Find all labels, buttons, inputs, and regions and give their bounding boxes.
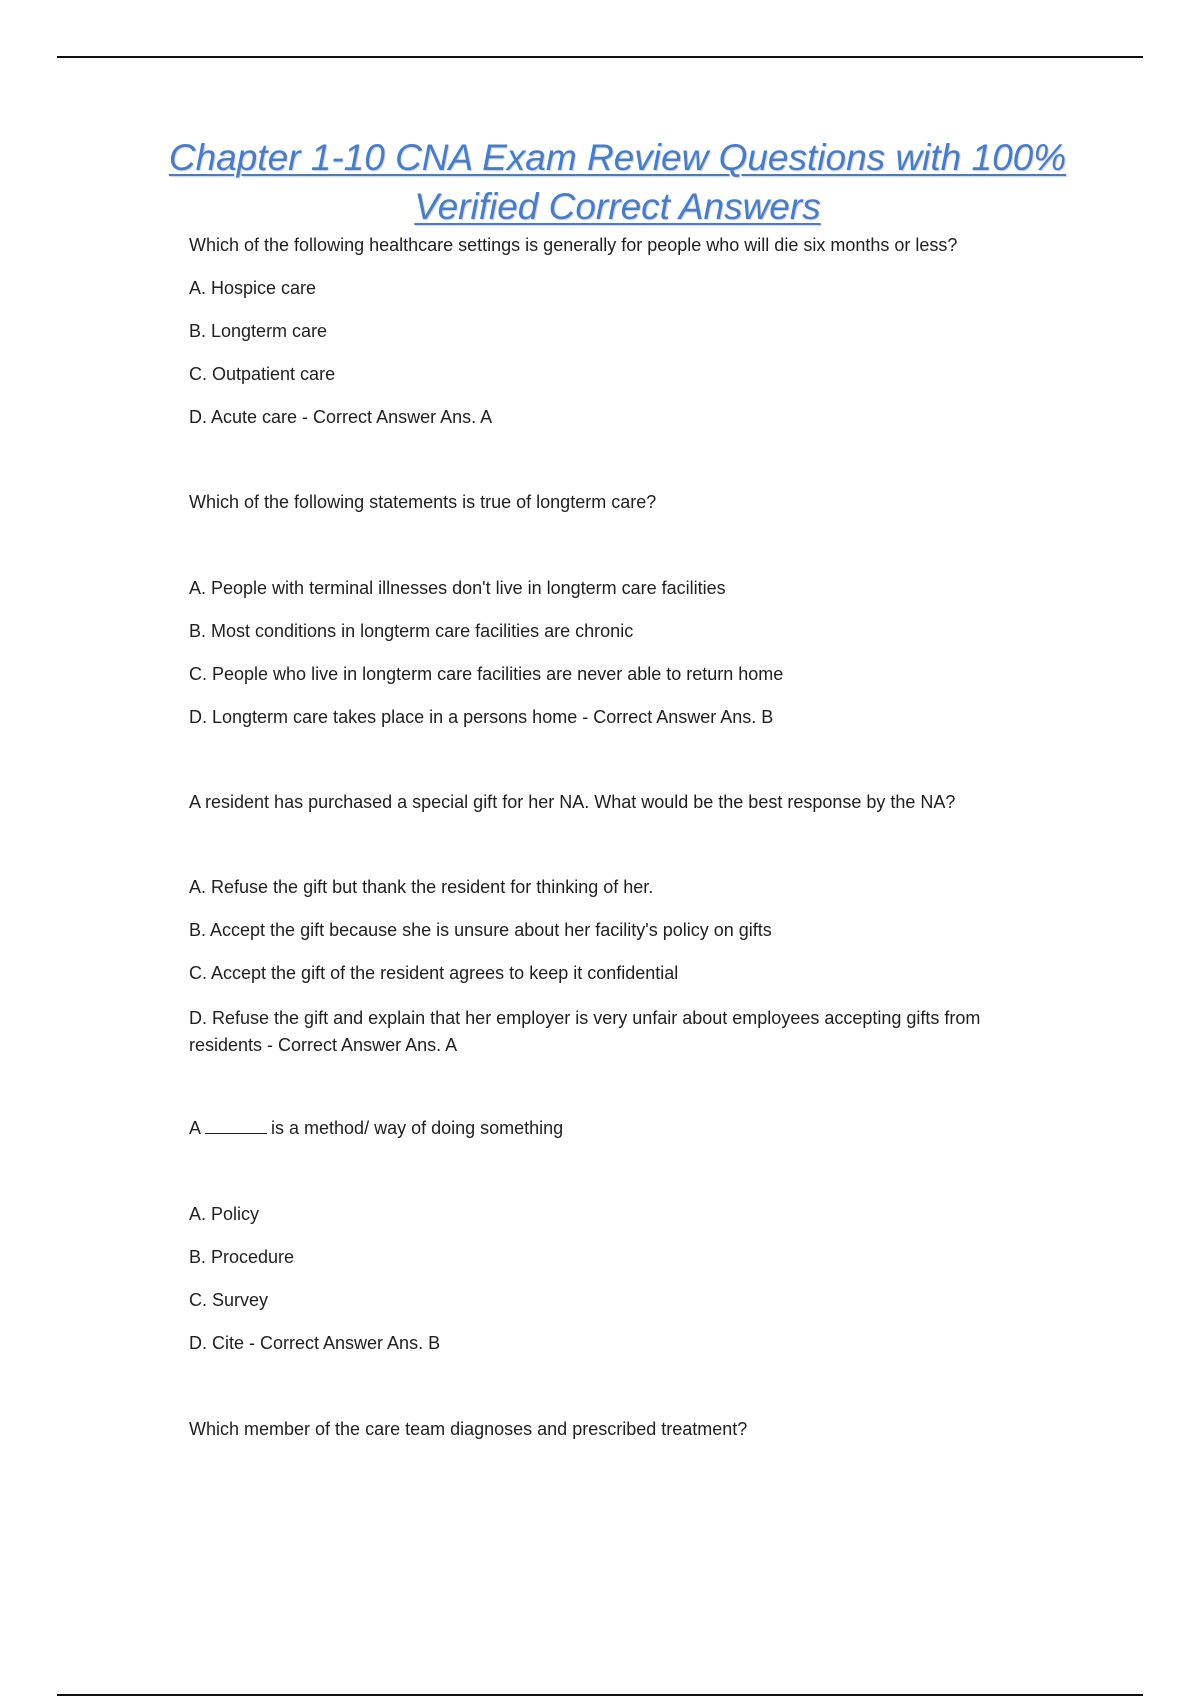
question-4-option-b: B. Procedure — [189, 1247, 295, 1267]
question-2-option-a: A. People with terminal illnesses don't live in longterm care facilities — [189, 578, 726, 598]
question-4-option-a: A. Policy — [189, 1204, 260, 1224]
question-1-option-d: D. Acute care - Correct Answer Ans. A — [189, 407, 493, 427]
question-1-option-b: B. Longterm care — [189, 321, 328, 341]
question-5-text: Which member of the care team diagnoses and prescribed treatment? — [189, 1419, 748, 1439]
question-2-option-c: C. People who live in longterm care facilities are never able to return home — [189, 664, 784, 684]
question-4-option-d: D. Cite - Correct Answer Ans. B — [189, 1333, 441, 1353]
question-2-option-b: B. Most conditions in longterm care facilities are chronic — [189, 621, 634, 641]
document-title: Chapter 1-10 CNA Exam Review Questions with 100% Verified Correct Answers — [168, 137, 1067, 227]
question-1-option-a: A. Hospice care — [189, 278, 317, 298]
bottom-rule — [57, 1694, 1143, 1696]
question-3-option-c: C. Accept the gift of the resident agrees to keep it confidential — [189, 963, 679, 983]
question-2-option-d: D. Longterm care takes place in a persons home - Correct Answer Ans. B — [189, 707, 774, 727]
question-3-text: A resident has purchased a special gift for her NA. What would be the best response by the NA? — [189, 792, 956, 812]
question-4-text-start: A — [189, 1118, 202, 1138]
question-1-text: Which of the following healthcare settings is generally for people who will die six months or less? — [189, 235, 958, 255]
question-4-text-end: is a method/ way of doing something — [271, 1118, 564, 1138]
fill-in-blank — [205, 1119, 267, 1134]
question-4-option-c: C. Survey — [189, 1290, 269, 1310]
question-2-text: Which of the following statements is true of longterm care? — [189, 492, 657, 512]
question-4-text — [189, 1117, 563, 1140]
question-3-option-a: A. Refuse the gift but thank the resident for thinking of her. — [189, 877, 654, 897]
top-rule — [57, 56, 1143, 58]
question-3-option-b: B. Accept the gift because she is unsure about her facility's policy on gifts — [189, 920, 772, 940]
question-3-option-d: D. Refuse the gift and explain that her employer is very unfair about employees accepting gifts from residents - Correct Answer Ans. A — [189, 1008, 981, 1055]
question-1-option-c: C. Outpatient care — [189, 364, 336, 384]
